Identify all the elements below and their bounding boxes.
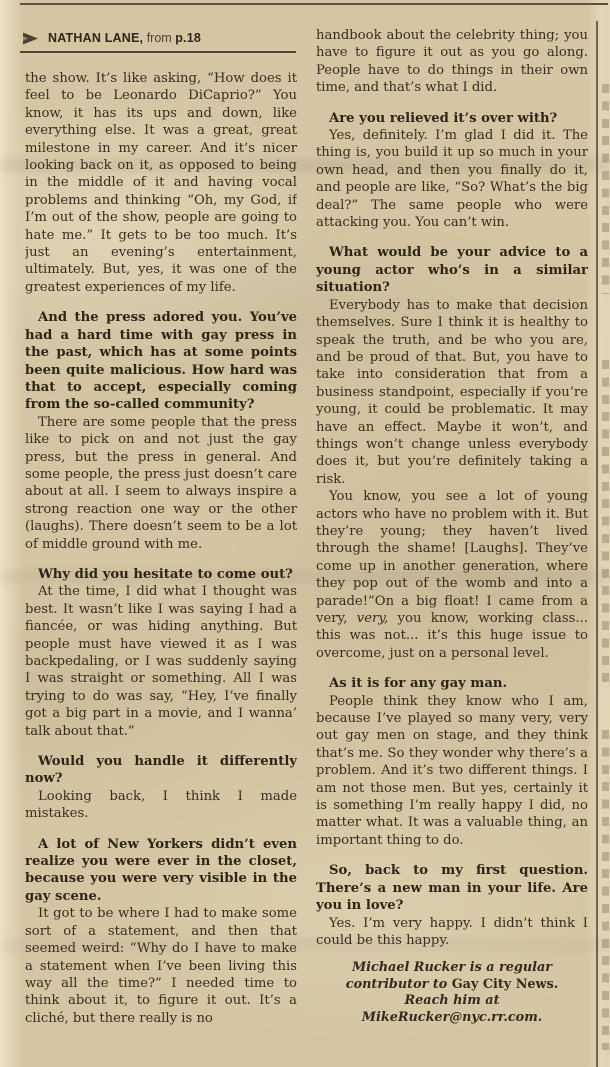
top-rule: [20, 3, 608, 5]
continuation-paragraph: handbook about the celebrity thing; you have to figure it out as you go along. People have to do things in their own time, and that’s what I did.: [316, 28, 588, 96]
adjacent-column-sliver: [602, 360, 609, 690]
question-paragraph: Would you handle it differently now?: [25, 754, 297, 787]
answer-text-italic: very,: [356, 611, 389, 626]
contributor-note: [316, 960, 588, 1026]
article-column-left: [25, 70, 297, 1067]
question-paragraph: Are you relieved it’s over with?: [329, 110, 558, 126]
answer-paragraph: Looking back, I think I made mistakes.: [25, 788, 297, 822]
column-rule: [596, 21, 598, 1067]
article-column-right: [316, 27, 588, 1067]
kicker-page-ref: p.18: [175, 31, 201, 45]
publication-name: Gay City News.: [451, 976, 559, 992]
question-paragraph: A lot of New Yorkers didn’t even realize you were ever in the closet, because you were very visible in the gay scene.: [25, 836, 297, 904]
answer-paragraph: Everybody has to make that decision themselves. Sure I think it is healthy to speak the truth, and be who you are, and be proud of that. But, you have to take into consideration that from a business standpoint, especially if you’re young, it could be problematic. It may have an effect. Maybe it won’t, and things won’t change unless everybody does it, but you’re definitely taking a risk.: [316, 297, 588, 487]
answer-text: you know, working class... this was not... it’s this huge issue to overcome, just on a personal level.: [316, 611, 588, 661]
continuation-paragraph: the show. It’s like asking, “How does it feel to be Leonardo DiCaprio?” You know, it has its ups and down, like everything else. It was a great, great milestone in my career. And it’s nicer looking back on it, as opposed to being in the middle of it and having vocal problems and thinking “Oh, my God, if I’m out of the show, people are going to hate me.” It gets to be too much. It’s just an evening’s entertainment, ultimately. But, yes, it was one of the greatest experiences of my life.: [25, 71, 297, 295]
answer-text: You know, you see a lot of young actors who have no problem with it. But they’re young; they haven’t lived through the shame! [Laughs]. They’ve come up in another generation, where they pop out of the womb and into a parade!”On a big float! I came from a very,: [316, 489, 588, 626]
contributor-contact: Reach him at MikeRucker@nyc.rr.com.: [361, 993, 543, 1025]
answer-paragraph: It got to be where I had to make some sort of a statement, and then that seemed weird: “Why do I have to make a statement when I’ve been living this way all the time?” I needed time to think about it, to figure it out. It’s a cliché, but there really is no: [25, 906, 297, 1026]
answer-paragraph: There are some people that the press like to pick on and not just the gay press, but the press in general. And some people, the press just doesn’t care about at all. I seem to always inspire a strong reaction one way or the other (laughs). There doesn’t seem to be a lot of middle ground with me.: [25, 414, 297, 552]
kicker-name: NATHAN LANE,: [48, 31, 144, 45]
question-paragraph: So, back to my first question. There’s a new man in your life. Are you in love?: [316, 863, 588, 914]
question-paragraph: Why did you hesitate to come out?: [38, 566, 293, 582]
right-arrow-icon: [22, 32, 39, 45]
question-paragraph: And the press adored you. You’ve had a hard time with gay press in the past, which has at some points been quite malicious. How hard was that to accept, especially coming from the so-called community?: [25, 310, 297, 413]
answer-paragraph: [316, 488, 588, 662]
answer-paragraph: Yes, definitely. I’m glad I did it. The thing is, you build it up so much in your own head, and then you finally do it, and people are like, “So? What’s the big deal?” The same people who were attacking you. You can’t win.: [316, 128, 588, 231]
question-paragraph: As it is for any gay man.: [329, 676, 508, 692]
question-paragraph: What would be your advice to a young actor who’s in a similar situation?: [316, 245, 588, 296]
adjacent-column-sliver: [602, 730, 609, 1050]
kicker-from-word: from: [146, 31, 172, 45]
answer-paragraph: Yes. I’m very happy. I didn’t think I could be this happy.: [316, 915, 588, 948]
kicker-underline: [20, 51, 296, 53]
answer-paragraph: At the time, I did what I thought was best. It wasn’t like I was saying I had a fiancée, or was hiding anything. But people must have viewed it as I was backpedaling, or I was suddenly saying I was straight or something. All I was trying to do was say, “Hey, I’ve finally got a big part in a movie, and I wanna’ talk about that.”: [25, 584, 297, 739]
kicker: [22, 31, 201, 45]
contributor-note-text: Michael Rucker is a regular contributor to: [345, 960, 553, 992]
answer-paragraph: People think they know who I am, because I’ve played so many very, very out gay men on stage, and they think that’s me. So they wonder why there’s a problem. And it’s two different things. I am not those men. But yes, certainly it is something I’m really happy I did, no matter what. It was a valuable thing, an important thing to do.: [316, 693, 588, 848]
adjacent-column-sliver: [602, 84, 609, 294]
